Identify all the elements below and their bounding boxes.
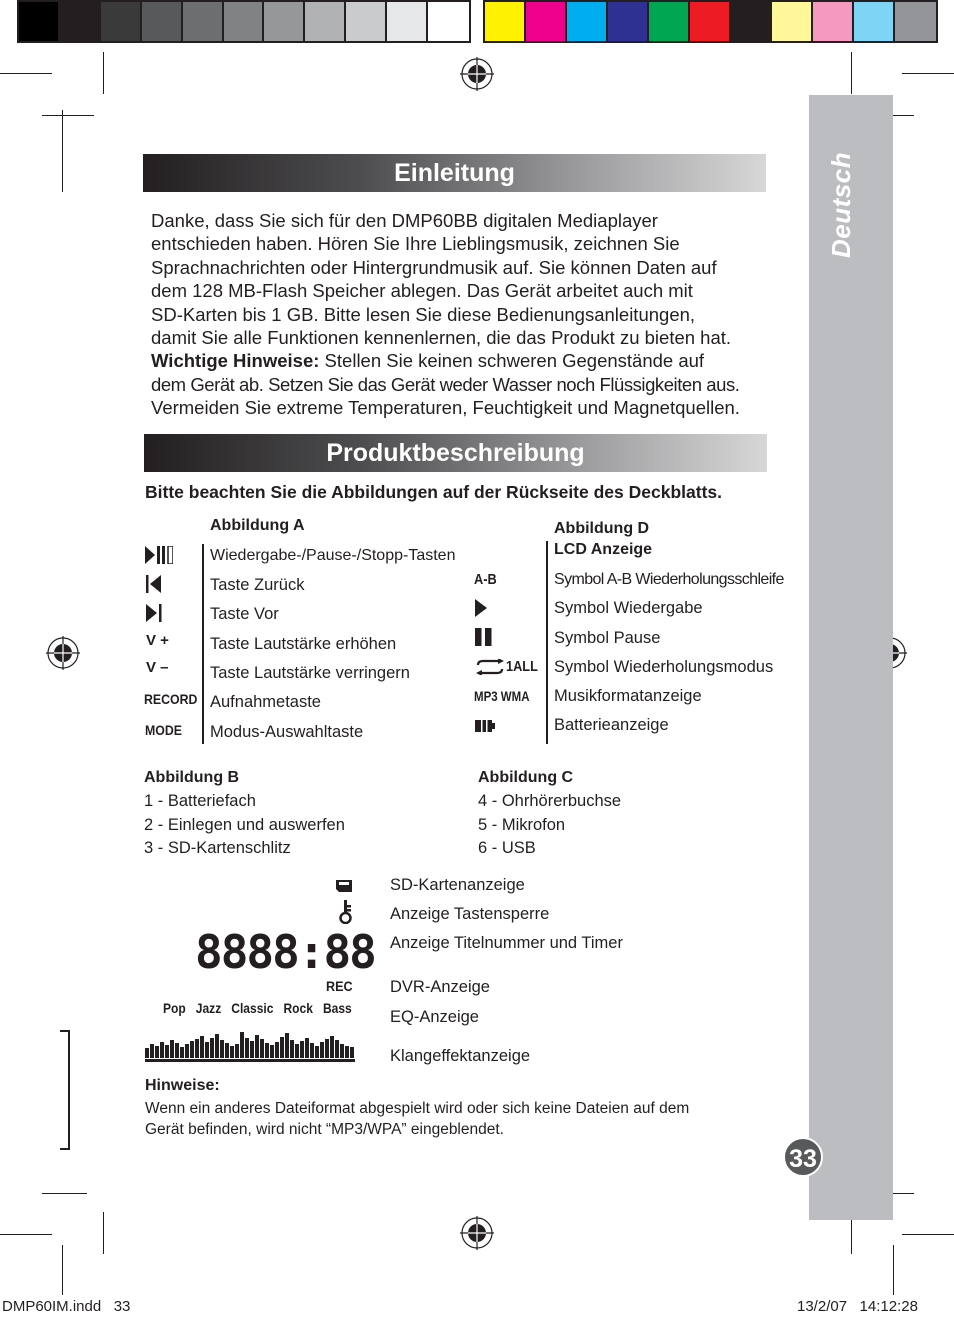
effect-bar [175, 1043, 179, 1058]
pause-icon [475, 628, 493, 646]
color-swatch [608, 2, 649, 41]
color-swatch [19, 2, 60, 41]
crop-mark [62, 110, 63, 192]
section-header-produktbeschreibung: Produktbeschreibung [144, 434, 767, 472]
fig-c-item: 6 - USB [478, 839, 536, 857]
effect-bar [170, 1040, 174, 1058]
crop-mark [893, 1245, 894, 1295]
process-color-bar [483, 0, 938, 43]
fig-c-item: 4 - Ohrhörerbuchse [478, 792, 622, 810]
intro-line: Sprachnachrichten oder Hintergrundmusik auf. Sie können Daten auf [151, 256, 717, 278]
fig-a-label: Wiedergabe-/Pause-/Stopp-Tasten [210, 547, 456, 564]
grayscale-color-bar [17, 0, 471, 43]
fig-c-item: 5 - Mikrofon [478, 816, 566, 834]
page-number: 33 [783, 1137, 823, 1177]
fig-d-label: Symbol Wiederholungsmodus [554, 658, 774, 676]
crop-mark [42, 1193, 87, 1194]
skip-forward-icon [146, 604, 162, 622]
effect-bar [315, 1046, 319, 1058]
effect-bar [190, 1041, 194, 1058]
effect-bar [155, 1046, 159, 1058]
lcd-label-lock: Anzeige Tastensperre [390, 905, 550, 923]
effect-bar [205, 1042, 209, 1058]
registration-mark-icon [46, 636, 80, 670]
intro-line: entschieden haben. Hören Sie Ihre Lieblingsmusik, zeichnen Sie [151, 233, 680, 255]
color-swatch [428, 2, 469, 41]
registration-mark-icon [460, 57, 494, 91]
effect-bar [345, 1046, 349, 1058]
color-swatch [485, 2, 526, 41]
lcd-label-effect: Klangeffektanzeige [390, 1047, 531, 1065]
section-subtitle: Bitte beachten Sie die Abbildungen auf der Rückseite des Deckblatts. [145, 482, 722, 502]
fig-d-title: Abbildung D [554, 520, 650, 537]
color-swatch [690, 2, 731, 41]
fig-a-label: Modus-Auswahltaste [210, 723, 364, 741]
fig-d-symbol: A-B [474, 571, 497, 588]
lcd-rec-indicator: REC [326, 978, 353, 994]
skip-back-icon [146, 575, 162, 593]
warning-line: Vermeiden Sie extreme Temperaturen, Feuchtigkeit und Magnetquellen. [151, 397, 740, 419]
effect-bar [310, 1043, 314, 1058]
crop-mark [42, 115, 94, 116]
color-swatch [183, 2, 224, 41]
lcd-digits-display: 8888:88 [195, 925, 375, 979]
warning-line [151, 349, 791, 372]
intro-line: SD-Karten bis 1 GB. Bitte lesen Sie diese Bedienungsanleitungen, [151, 303, 696, 325]
effect-bar [230, 1046, 234, 1058]
fig-a-symbol: V – [146, 659, 169, 676]
eq-mode: Rock [283, 1000, 313, 1016]
fig-d-divider [546, 541, 548, 744]
effect-bar [280, 1037, 284, 1058]
color-swatch [731, 2, 772, 41]
binding-bracket [60, 1030, 70, 1032]
crop-mark [851, 52, 852, 94]
effect-bar [295, 1044, 299, 1058]
crop-mark [902, 73, 954, 74]
eq-mode: Bass [322, 1000, 352, 1016]
fig-d-symbol: 1ALL [506, 658, 538, 675]
fig-a-title: Abbildung A [210, 517, 305, 534]
color-swatch [649, 2, 690, 41]
effect-bar [330, 1036, 334, 1058]
fig-a-label: Taste Vor [210, 605, 279, 623]
effect-bar [270, 1045, 274, 1058]
binding-bracket [68, 1030, 70, 1150]
fig-b-title: Abbildung B [144, 769, 240, 786]
effect-bar [195, 1039, 199, 1058]
effect-bar [265, 1043, 269, 1058]
effect-bar [150, 1044, 154, 1058]
notes-line: Wenn ein anderes Dateiformat abgespielt wird oder sich keine Dateien auf dem [145, 1100, 690, 1117]
warning-text: Stellen Sie keinen schweren Gegenstände auf [319, 350, 705, 372]
fig-a-symbol: RECORD [144, 691, 198, 707]
color-swatch [346, 2, 387, 41]
effect-bar [275, 1042, 279, 1058]
effect-bar [225, 1043, 229, 1058]
effect-bar [285, 1033, 289, 1058]
effect-bar [260, 1039, 264, 1058]
color-swatch [142, 2, 183, 41]
footer-file: DMP60IM.indd 33 [2, 1298, 131, 1315]
effect-bar [335, 1040, 339, 1058]
crop-mark [62, 1245, 63, 1295]
effect-bar [290, 1040, 294, 1058]
intro-line: dem 128 MB-Flash Speicher ablegen. Das Gerät arbeitet auch mit [151, 280, 693, 302]
crop-mark [0, 1234, 52, 1235]
lcd-label-dvr: DVR-Anzeige [390, 978, 490, 996]
effect-bar [325, 1039, 329, 1058]
fig-c-title: Abbildung C [478, 769, 574, 786]
eq-mode: Classic [231, 1000, 274, 1016]
fig-b-item: 1 - Batteriefach [144, 792, 256, 810]
crop-mark [902, 1234, 954, 1235]
effect-bar [340, 1044, 344, 1058]
crop-mark [103, 1212, 104, 1254]
color-swatch [264, 2, 305, 41]
intro-line: Danke, dass Sie sich für den DMP60BB digitalen Mediaplayer [151, 210, 658, 231]
effect-baseline [145, 1059, 355, 1062]
fig-d-subtitle: LCD Anzeige [554, 541, 653, 558]
fig-d-symbol: MP3 WMA [474, 688, 530, 704]
effect-bar [145, 1048, 149, 1058]
fig-d-label: Symbol A-B Wiederholungsschleife [554, 571, 784, 588]
effect-bar [300, 1041, 304, 1058]
effect-bar [320, 1042, 324, 1058]
play-icon [475, 599, 487, 617]
effect-bar [240, 1032, 244, 1058]
fig-a-symbol: V + [146, 632, 169, 649]
effect-bar [220, 1040, 224, 1058]
notes-line: Gerät befinden, wird nicht “MP3/WPA” eingeblendet. [145, 1121, 504, 1138]
effect-bar [215, 1034, 219, 1058]
repeat-icon [474, 659, 506, 675]
effect-bar [350, 1047, 354, 1058]
fig-d-label: Symbol Pause [554, 629, 661, 647]
section-header-einleitung: Einleitung [143, 154, 766, 192]
effect-bar [200, 1036, 204, 1058]
battery-icon [475, 719, 495, 733]
binding-bracket [60, 1148, 70, 1150]
color-swatch [101, 2, 142, 41]
registration-mark-icon [460, 1216, 494, 1250]
language-label: Deutsch [826, 151, 856, 258]
effect-bar [210, 1038, 214, 1058]
effect-bar [250, 1041, 254, 1058]
effect-bar [235, 1044, 239, 1058]
language-side-tab [809, 95, 893, 1220]
eq-mode: Pop [163, 1000, 186, 1016]
color-swatch [224, 2, 265, 41]
effect-bar [180, 1047, 184, 1058]
color-swatch [526, 2, 567, 41]
fig-a-label: Taste Zurück [210, 576, 305, 594]
color-swatch [895, 2, 936, 41]
color-swatch [772, 2, 813, 41]
notes-title: Hinweise: [145, 1077, 220, 1094]
sound-effect-bars-icon [145, 1030, 355, 1062]
fig-a-divider [202, 544, 204, 744]
warning-line: dem Gerät ab. Setzen Sie das Gerät weder Wasser noch Flüssigkeiten aus. [151, 373, 740, 395]
color-swatch [813, 2, 854, 41]
sd-card-icon [336, 880, 352, 892]
intro-line: damit Sie alle Funktionen kennenlernen, die das Produkt zu bieten hat. [151, 327, 732, 349]
fig-d-label: Symbol Wiedergabe [554, 599, 703, 617]
footer-datetime: 13/2/07 14:12:28 [797, 1298, 918, 1315]
effect-bar [245, 1038, 249, 1058]
warning-label: Wichtige Hinweise: [151, 350, 320, 372]
lcd-label-track: Anzeige Titelnummer und Timer [390, 934, 623, 952]
play-pause-stop-icon [145, 546, 173, 564]
effect-bar [165, 1045, 169, 1058]
color-swatch [854, 2, 895, 41]
key-lock-icon [337, 900, 353, 924]
lcd-label-eq: EQ-Anzeige [390, 1008, 479, 1026]
effect-bar [160, 1042, 164, 1058]
fig-a-symbol: MODE [145, 722, 182, 738]
fig-b-item: 2 - Einlegen und auswerfen [144, 816, 345, 834]
color-swatch [567, 2, 608, 41]
effect-bar [255, 1035, 259, 1058]
effect-bar [305, 1038, 309, 1058]
color-swatch [60, 2, 101, 41]
notes-text [145, 1098, 745, 1140]
crop-mark [103, 52, 104, 94]
fig-d-label: Batterieanzeige [554, 716, 669, 734]
fig-a-label: Taste Lautstärke verringern [210, 664, 410, 682]
fig-a-label: Aufnahmetaste [210, 693, 321, 711]
intro-paragraph [151, 209, 791, 420]
effect-bar [185, 1044, 189, 1058]
color-swatch [305, 2, 346, 41]
lcd-label-sd: SD-Kartenanzeige [390, 876, 525, 894]
color-swatch [387, 2, 428, 41]
eq-mode: Jazz [195, 1000, 222, 1016]
crop-mark [0, 73, 52, 74]
fig-d-label: Musikformatanzeige [554, 687, 702, 705]
fig-b-item: 3 - SD-Kartenschlitz [144, 839, 291, 857]
fig-a-label: Taste Lautstärke erhöhen [210, 635, 397, 653]
lcd-eq-modes [163, 1000, 352, 1016]
